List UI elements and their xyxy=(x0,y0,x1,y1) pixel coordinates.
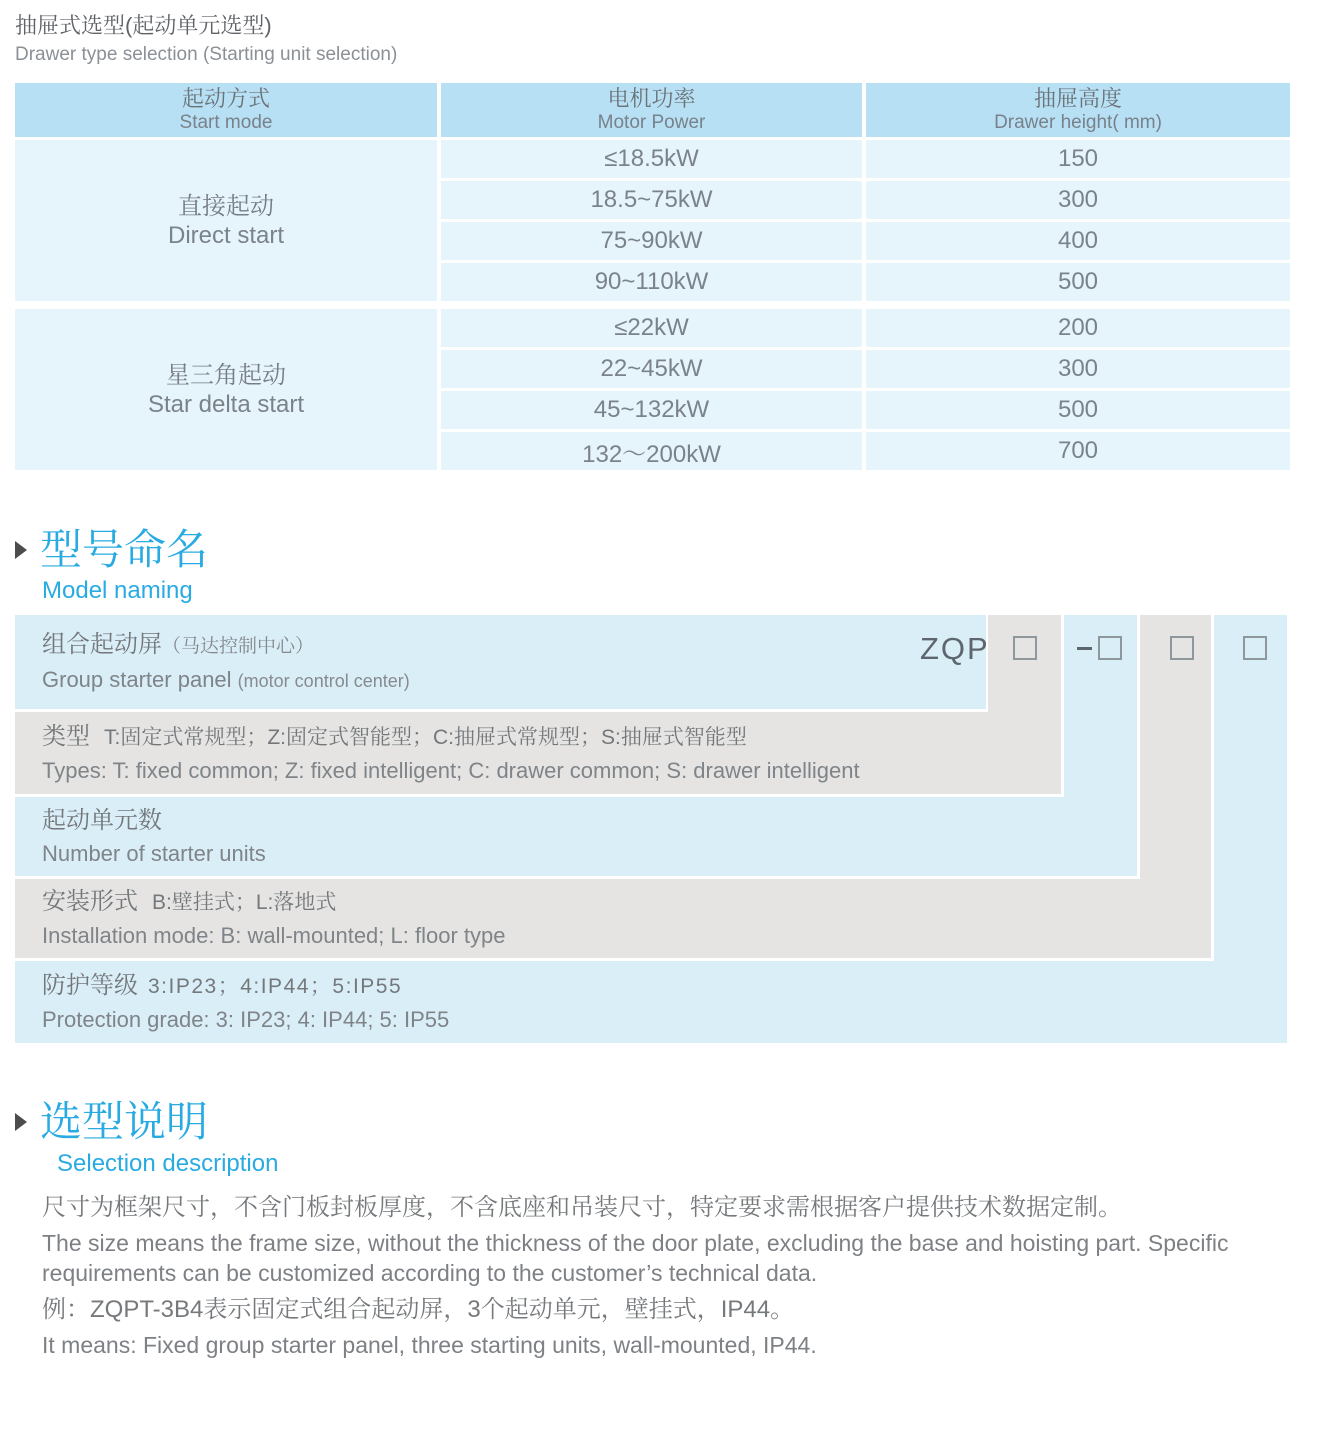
code-column-protection-grade xyxy=(1214,615,1287,961)
triangle-marker-icon xyxy=(15,1113,27,1131)
note-cn: 尺寸为框架尺寸，不含门板封板厚度，不含底座和吊装尺寸，特定要求需根据客户提供技术数据定制。 xyxy=(42,1194,1122,1221)
row-cn: 起动单元数 xyxy=(42,806,162,834)
table-section-gap xyxy=(15,304,1290,306)
row-en: Installation mode: B: wall-mounted; L: floor type xyxy=(42,923,506,948)
page-title-en: Drawer type selection (Starting unit selection) xyxy=(15,44,398,65)
row-cn: 类型 T:固定式常规型；Z:固定式智能型；C:抽屉式常规型；S:抽屉式智能型 xyxy=(42,722,747,750)
height-cell: 500 xyxy=(866,263,1290,301)
mode-cn: 直接起动 xyxy=(178,192,274,220)
row-en: Group starter panel (motor control center) xyxy=(42,666,410,692)
row-en: Protection grade: 3: IP23; 4: IP44; 5: IP55 xyxy=(42,1006,450,1032)
power-cell: 90~110kW xyxy=(441,263,862,301)
note-example-cn: 例：ZQPT-3B4表示固定式组合起动屏，3个起动单元，壁挂式，IP44。 xyxy=(42,1296,795,1323)
model-code-prefix: ZQP xyxy=(920,631,990,666)
heading-cn: 选型说明 xyxy=(40,1098,209,1145)
power-cell: ≤18.5kW xyxy=(441,140,862,178)
header-en: Drawer height( mm) xyxy=(994,112,1162,133)
selection-description-body xyxy=(42,1192,1294,1360)
drawer-selection-table xyxy=(15,83,1290,470)
power-cell: 45~132kW xyxy=(441,391,862,429)
naming-row-protection-grade xyxy=(15,961,1287,1043)
model-code-dash xyxy=(1077,647,1092,650)
power-cell: 132～200kW xyxy=(441,432,862,470)
table-header-motor-power xyxy=(441,83,862,137)
model-code-box-starter-units xyxy=(1098,636,1122,660)
row-cn: 防护等级 3:IP23；4:IP44；5:IP55 xyxy=(42,971,403,999)
page-title xyxy=(15,12,397,68)
power-cell: 18.5~75kW xyxy=(441,181,862,219)
model-code-box-installation-mode xyxy=(1170,636,1194,660)
height-cell: 150 xyxy=(866,140,1290,178)
note-example-en: It means: Fixed group starter panel, three starting units, wall-mounted, IP44. xyxy=(42,1332,817,1358)
naming-row-starter-units xyxy=(15,797,1137,876)
code-column-type xyxy=(988,615,1061,712)
power-cell: 75~90kW xyxy=(441,222,862,260)
row-en: Types: T: fixed common; Z: fixed intelligent; C: drawer common; S: drawer intelligent xyxy=(42,757,860,783)
naming-row-type xyxy=(15,712,1061,794)
model-naming-diagram xyxy=(15,615,1287,1043)
height-cell: 500 xyxy=(866,391,1290,429)
note-en: The size means the frame size, without the thickness of the door plate, excluding the base and hoisting part. Specific requirements can be customized according to the customer’s technical data. xyxy=(42,1230,1229,1286)
row-en: Number of starter units xyxy=(42,840,266,866)
row-cn-detail: T:固定式常规型；Z:固定式智能型；C:抽屉式常规型；S:抽屉式智能型 xyxy=(104,725,747,749)
height-cell: 400 xyxy=(866,222,1290,260)
table-header-drawer-height xyxy=(866,83,1290,137)
naming-row-installation-mode xyxy=(15,879,1211,958)
mode-en: Star delta start xyxy=(147,390,305,418)
height-cell: 300 xyxy=(866,350,1290,388)
header-en: Motor Power xyxy=(597,112,706,133)
triangle-marker-icon xyxy=(15,541,27,559)
model-code-box-type xyxy=(1013,636,1037,660)
height-cell: 200 xyxy=(866,309,1290,347)
mode-cn: 星三角起动 xyxy=(166,361,286,389)
header-cn: 抽屉高度 xyxy=(1033,86,1122,111)
model-naming-heading-en: Model naming xyxy=(42,577,193,604)
naming-row-group-starter-panel xyxy=(15,615,986,709)
selection-description-heading xyxy=(15,1099,208,1145)
table-header-start-mode xyxy=(15,83,437,137)
height-cell: 300 xyxy=(866,181,1290,219)
row-cn: 组合起动屏（马达控制中心） xyxy=(42,630,315,658)
model-code-box-protection-grade xyxy=(1243,636,1267,660)
row-cn-detail: 3:IP23；4:IP44；5:IP55 xyxy=(148,974,403,998)
row-cn-sub: （马达控制中心） xyxy=(162,635,315,657)
row-cn: 安装形式 B:壁挂式；L:落地式 xyxy=(42,888,337,915)
heading-cn: 型号命名 xyxy=(40,526,209,573)
height-cell: 700 xyxy=(866,432,1290,470)
selection-description-heading-en: Selection description xyxy=(57,1150,279,1177)
power-cell: ≤22kW xyxy=(441,309,862,347)
model-naming-heading xyxy=(15,527,208,573)
header-cn: 电机功率 xyxy=(607,86,696,111)
row-en-sub: (motor control center) xyxy=(237,670,410,691)
row-cn-detail: B:壁挂式；L:落地式 xyxy=(152,891,337,914)
page-title-cn: 抽屉式选型(起动单元选型) xyxy=(15,13,272,38)
power-cell: 22~45kW xyxy=(441,350,862,388)
header-en: Start mode xyxy=(179,112,273,133)
mode-cell-star-delta-start xyxy=(15,309,437,470)
header-cn: 起动方式 xyxy=(181,86,270,111)
mode-en: Direct start xyxy=(167,221,284,249)
mode-cell-direct-start xyxy=(15,140,437,301)
